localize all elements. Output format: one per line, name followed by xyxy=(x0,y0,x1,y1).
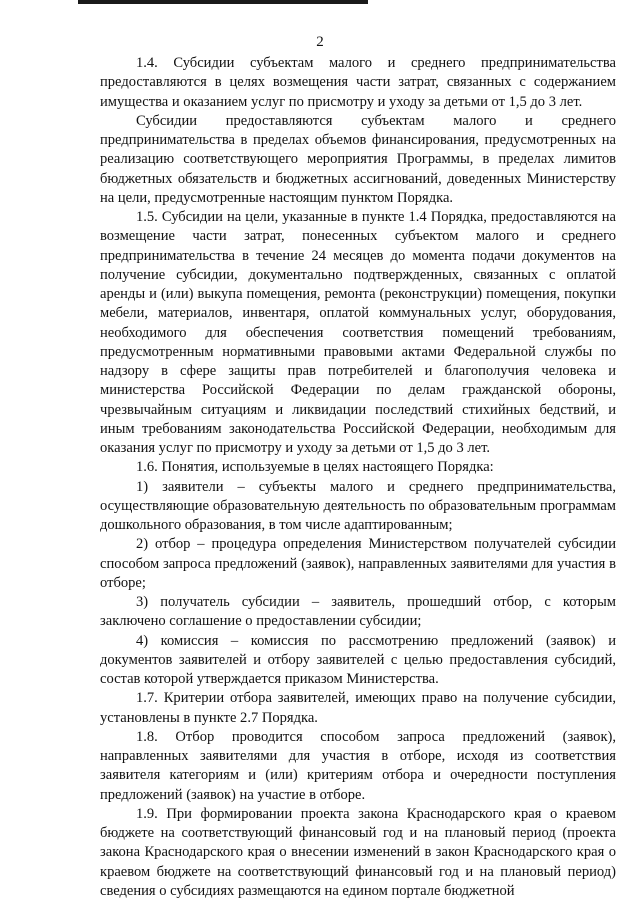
definition-applicants: 1) заявители – субъекты малого и среднего предпринимательства, осуществляющие образовательную деятельность по образовательным программам дошкольного образования, в том числе адаптированным; xyxy=(100,478,616,533)
document-body xyxy=(100,54,616,901)
paragraph-1-4: 1.4. Субсидии субъектам малого и среднего предпринимательства предоставляются в целях возмещения части затрат, связанных с содержанием имущества и оказанием услуг по присмотру и уходу за детьми от 1,5 до 3 лет. xyxy=(100,55,616,110)
paragraph-1-6: 1.6. Понятия, используемые в целях настоящего Порядка: xyxy=(136,459,494,476)
definition-recipient: 3) получатель субсидии – заявитель, прошедший отбор, с которым заключено соглашение о предоставлении субсидии; xyxy=(100,594,616,630)
paragraph-1-9: 1.9. При формировании проекта закона Краснодарского края о краевом бюджете на соответствующий финансовый год и на плановый период (проекта закона Краснодарского края о внесении изменений в закон Краснодарского края о краевом бюджете на соответствующий финансовый год и на плановый период) сведения о субсидиях размещаются на едином портале бюджетной xyxy=(100,805,616,899)
paragraph-1-4-subsidies: Субсидии предоставляются субъектам малого и среднего предпринимательства в пределах объемов финансирования, предусмотренных на реализацию соответствующего мероприятия Программы, в пределах лимитов бюджетных обязательств и бюджетных ассигнований, доведенных Министерству на цели, предусмотренные настоящим пунктом Порядка. xyxy=(100,112,616,206)
top-rule xyxy=(78,0,368,4)
page-number: 2 xyxy=(316,34,324,50)
definition-selection: 2) отбор – процедура определения Министерством получателей субсидии способом запроса предложений (заявок), направленных заявителями для участия в отборе; xyxy=(100,536,616,591)
paragraph-1-5: 1.5. Субсидии на цели, указанные в пункте 1.4 Порядка, предоставляются на возмещение части затрат, понесенных субъектом малого и среднего предпринимательства в течение 24 месяцев до момента подачи документов на получение субсидии, документально подтвержденных, связанных с оплатой аренды и (или) выкупа помещения, ремонта (реконструкции) помещения, покупки мебели, материалов, инвентаря, оплатой коммунальных услуг, оборудования, необходимого для обеспечения соответствия помещений требованиям, предусмотренным нормативными правовыми актами Федеральной службы по надзору в сфере защиты прав потребителей и благополучия человека и министерства Российской Федерации по делам гражданской обороны, чрезвычайным ситуациям и ликвидации последствий стихийных бедствий, и иным требованиям законодательства Российской Федерации, необходимым для оказания услуг по присмотру и уходу за детьми от 1,5 до 3 лет. xyxy=(100,209,616,456)
paragraph-1-7: 1.7. Критерии отбора заявителей, имеющих право на получение субсидии, установлены в пункте 2.7 Порядка. xyxy=(100,690,616,726)
paragraph-1-8: 1.8. Отбор проводится способом запроса предложений (заявок), направленных заявителями для участия в отборе, исходя из соответствия заявителя категориям и (или) критериям отбора и очередности поступления предложений (заявок) на участие в отборе. xyxy=(100,728,616,803)
definition-commission: 4) комиссия – комиссия по рассмотрению предложений (заявок) и документов заявителей и отбору заявителей с целью предоставления субсидий, состав которой утверждается приказом Министерства. xyxy=(100,632,616,687)
